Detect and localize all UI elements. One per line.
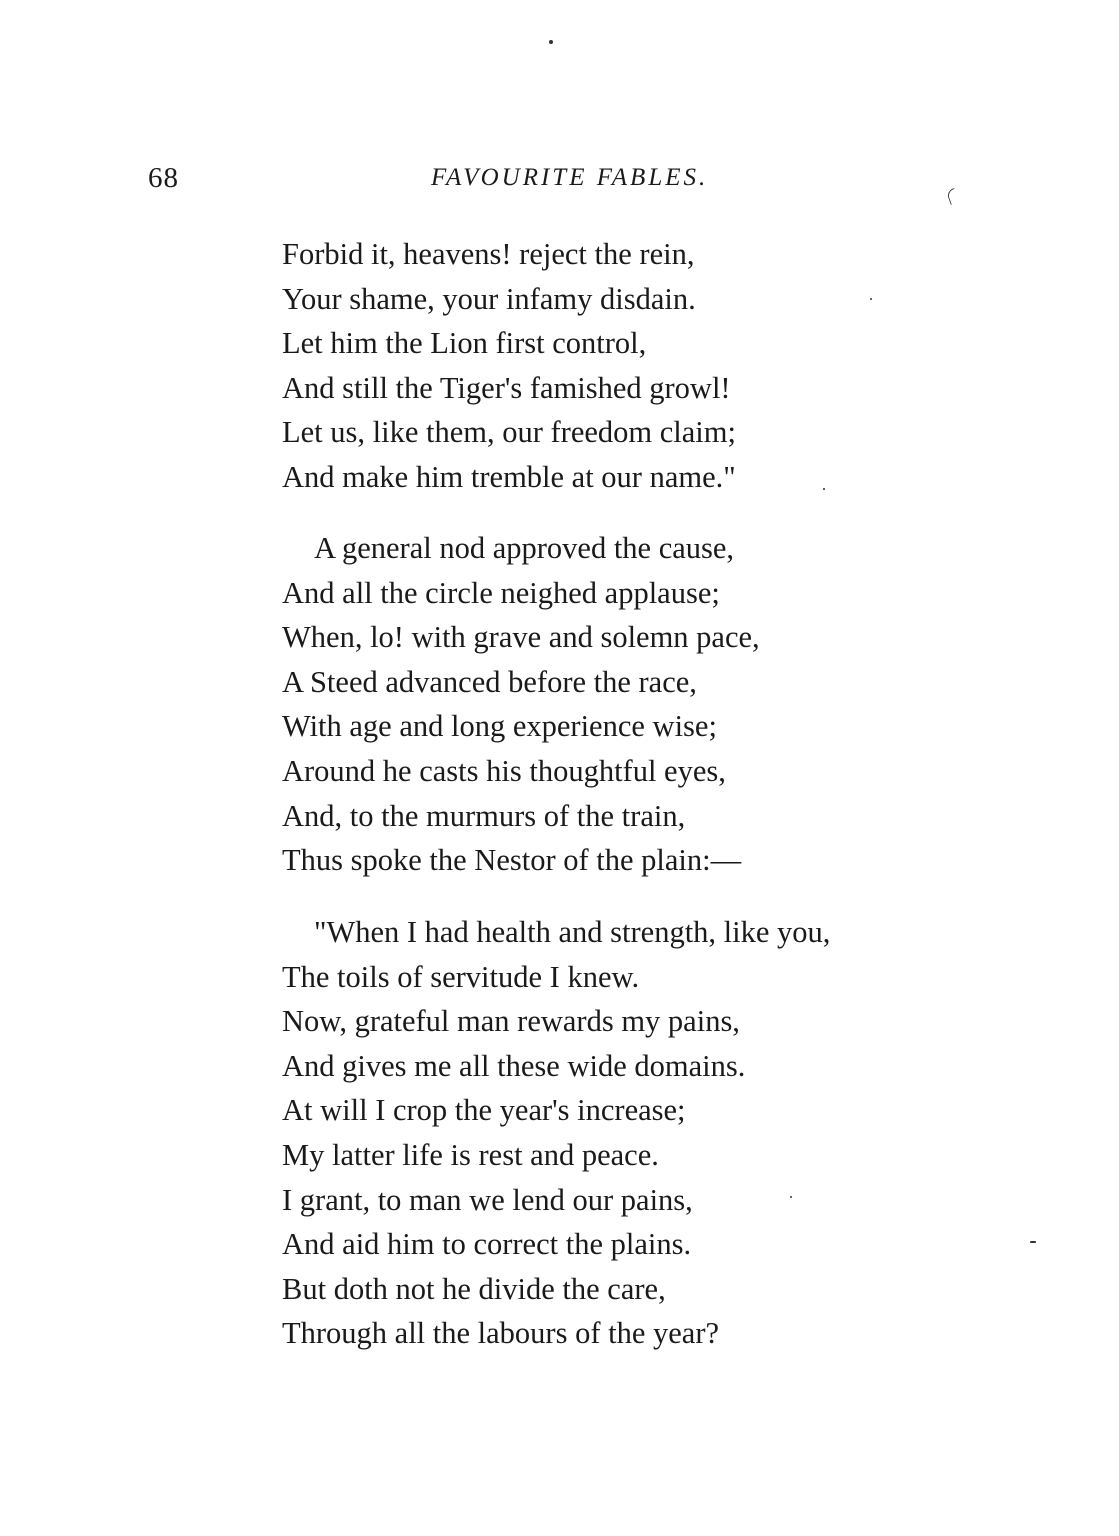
verse-line: But doth not he divide the care, [282, 1271, 666, 1306]
verse-line: Forbid it, heavens! reject the rein, [282, 237, 695, 271]
scan-speck [870, 298, 872, 300]
running-head: FAVOURITE FABLES. [431, 164, 709, 191]
verse-line: Let us, like them, our freedom claim; [282, 415, 736, 450]
stanza [282, 526, 760, 883]
verse-line: Now, grateful man rewards my pains, [282, 1004, 740, 1039]
verse-line: Thus spoke the Nestor of the plain:— [282, 843, 742, 878]
verse-line: And gives me all these wide domains. [282, 1048, 746, 1083]
page-number: 68 [148, 162, 179, 194]
verse-line: At will I crop the year's increase; [282, 1093, 686, 1128]
verse-line: With age and long experience wise; [282, 709, 717, 744]
verse-line: Your shame, your infamy disdain. [282, 281, 696, 316]
verse-line: And aid him to correct the plains. [282, 1227, 692, 1262]
verse-line: A general nod approved the cause, [314, 531, 735, 565]
scan-mark [946, 188, 960, 205]
stanza [282, 910, 830, 1356]
verse-line: And make him tremble at our name." [282, 459, 736, 494]
verse-line: Let him the Lion first control, [282, 326, 647, 361]
verse-line: Around he casts his thoughtful eyes, [282, 753, 726, 788]
scan-speck [823, 488, 825, 490]
verse-line: I grant, to man we lend our pains, [282, 1182, 693, 1217]
verse-line: And, to the murmurs of the train, [282, 798, 686, 833]
stanza [282, 232, 736, 500]
scan-speck [790, 1196, 792, 1198]
verse-line: The toils of servitude I knew. [282, 959, 640, 994]
verse-line: When, lo! with grave and solemn pace, [282, 620, 760, 655]
verse-line: And still the Tiger's famished growl! [282, 370, 731, 405]
scan-speck [549, 40, 553, 44]
verse-line: A Steed advanced before the race, [282, 664, 697, 699]
verse-line: And all the circle neighed applause; [282, 575, 720, 610]
verse-line: Through all the labours of the year? [282, 1316, 720, 1351]
scan-speck [1030, 1241, 1036, 1243]
verse-line: "When I had health and strength, like you, [314, 915, 831, 949]
verse-line: My latter life is rest and peace. [282, 1137, 659, 1172]
